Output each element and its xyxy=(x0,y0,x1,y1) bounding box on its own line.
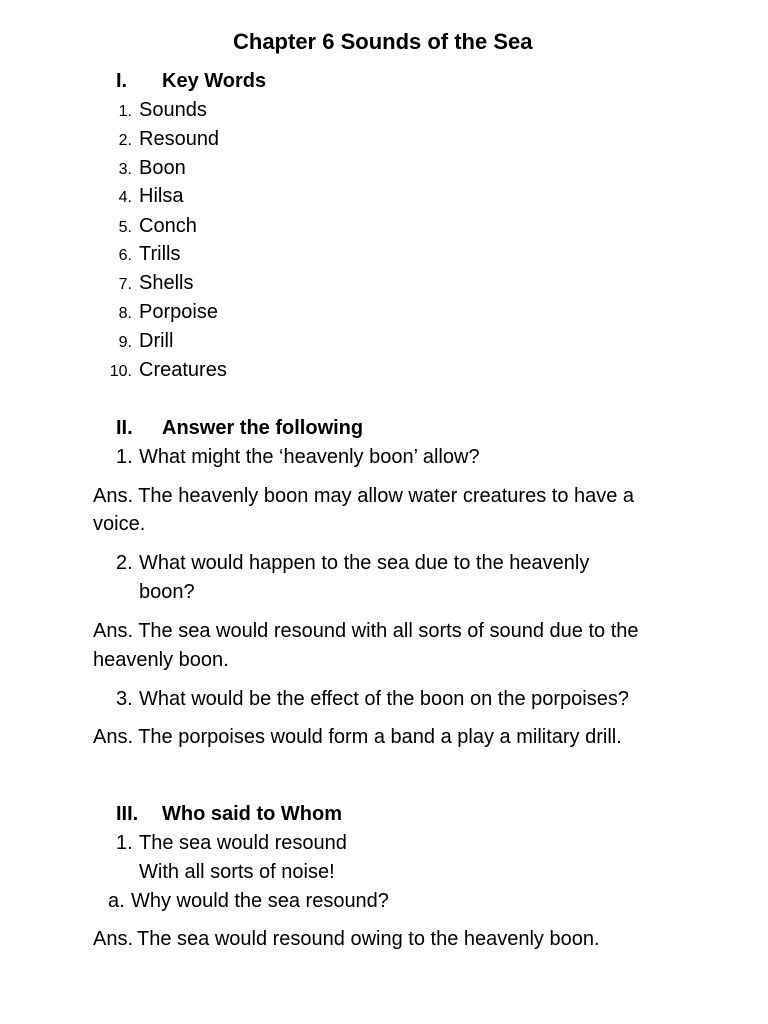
answer-text: Ans. The sea would resound with all sorts of sound due to the xyxy=(93,620,639,642)
answer-label: Ans. xyxy=(93,928,134,950)
keyword-number: 9. xyxy=(118,334,132,351)
keyword-number: 1. xyxy=(118,103,132,120)
question-text: What would happen to the sea due to the heavenly xyxy=(139,552,590,574)
page-title: Chapter 6 Sounds of the Sea xyxy=(233,29,533,54)
keyword-item: Conch xyxy=(139,215,197,237)
answer-text: Ans. The heavenly boon may allow water creatures to have a xyxy=(93,485,635,507)
quote-line: The sea would resound xyxy=(139,832,347,854)
keyword-number: 2. xyxy=(118,132,132,149)
section3-numeral: III. xyxy=(116,803,139,825)
keyword-item: Boon xyxy=(139,157,186,179)
keyword-item: Hilsa xyxy=(139,185,184,207)
keyword-item: Porpoise xyxy=(139,301,218,323)
keyword-number: 8. xyxy=(118,305,132,322)
section2-heading: Answer the following xyxy=(162,417,364,439)
quote-line: With all sorts of noise! xyxy=(139,861,335,883)
keyword-item: Creatures xyxy=(139,359,227,381)
keyword-number: 4. xyxy=(118,189,132,206)
sub-question-text: Why would the sea resound? xyxy=(131,890,389,912)
question-number: 3. xyxy=(116,688,133,710)
keyword-item: Drill xyxy=(139,330,174,352)
question-text: What would be the effect of the boon on the porpoises? xyxy=(139,688,629,710)
answer-text: heavenly boon. xyxy=(93,649,229,671)
keyword-item: Sounds xyxy=(139,99,207,121)
section1-heading: Key Words xyxy=(162,70,267,92)
answer-text: The sea would resound owing to the heavenly boon. xyxy=(137,928,600,950)
question-number: 1. xyxy=(116,446,133,468)
quote-number: 1. xyxy=(116,832,133,854)
question-text: boon? xyxy=(139,581,195,603)
keyword-number: 3. xyxy=(118,161,132,178)
section3-heading: Who said to Whom xyxy=(162,803,342,825)
answer-text: voice. xyxy=(93,513,146,535)
keyword-item: Shells xyxy=(139,272,194,294)
sub-question-label: a. xyxy=(108,890,125,912)
keyword-number: 6. xyxy=(118,247,132,264)
keyword-number: 10. xyxy=(109,363,132,380)
keyword-item: Resound xyxy=(139,128,220,150)
question-text: What might the ‘heavenly boon’ allow? xyxy=(139,446,480,468)
answer-text: Ans. The porpoises would form a band a play a military drill. xyxy=(93,726,622,748)
keyword-item: Trills xyxy=(139,243,181,265)
keyword-number: 7. xyxy=(118,276,132,293)
keyword-number: 5. xyxy=(118,219,132,236)
section1-numeral: I. xyxy=(116,70,128,92)
section2-numeral: II. xyxy=(116,417,133,439)
question-number: 2. xyxy=(116,552,133,574)
